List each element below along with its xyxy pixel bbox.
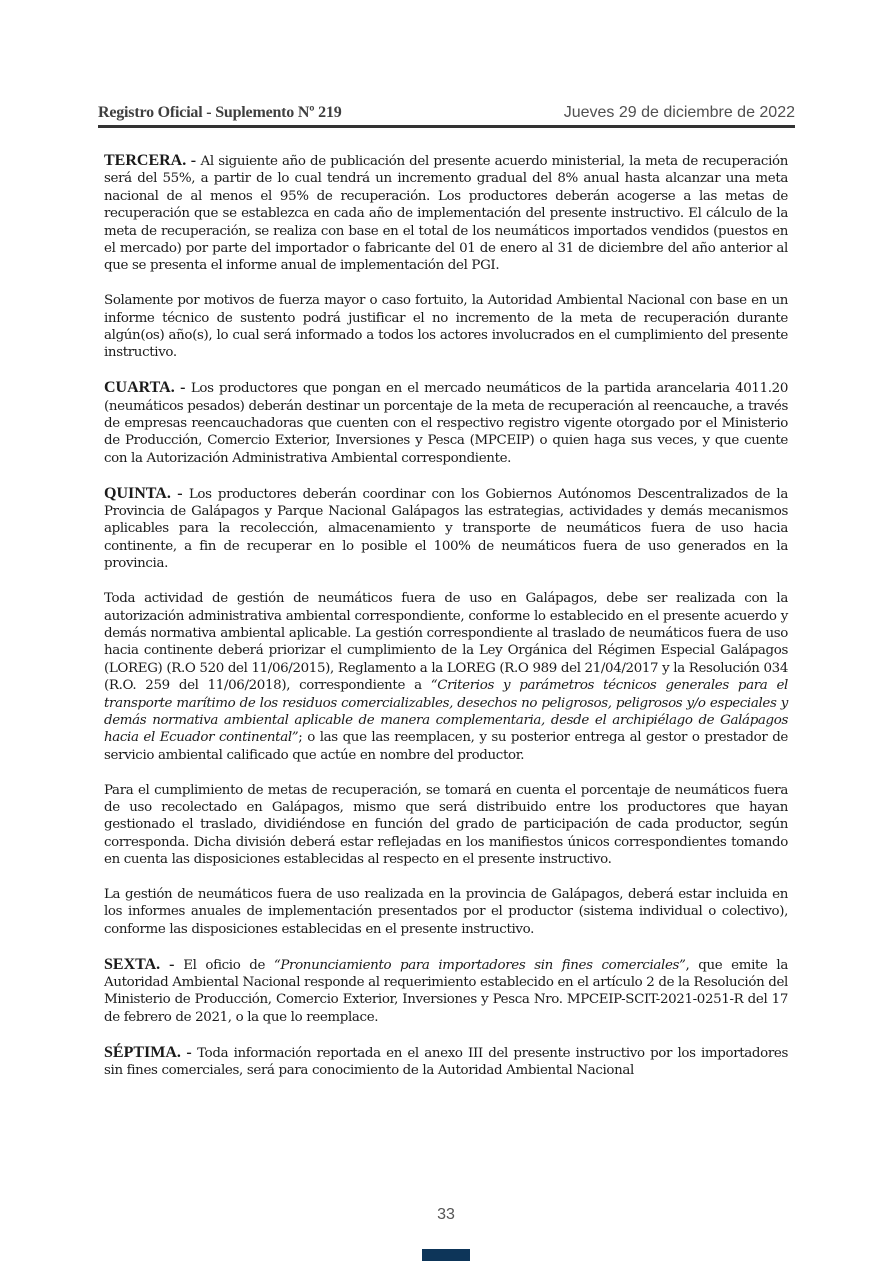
paragraph-text: Toda actividad de gestión de neumáticos fuera de uso en Galápagos, debe ser realizada con la autorización administrativa ambiental correspondiente, conforme lo establecido en el presente acuerdo y demás normativa ambiental aplicable. La gestión correspondiente al traslado de neumáticos fuera de uso hacia continente deberá priorizar el cumplimiento de la Ley Orgánica del Régimen Especial Galápagos (LOREG) (R.O 520 del 11/06/2015), Reglamento a la LOREG (R.O 989 del 21/04/2017 y la Resolución 034 (R.O. 259 del 11/06/2018), correspondiente a	[104, 591, 788, 694]
paragraph-cuarta	[104, 379, 788, 467]
document-body	[104, 152, 788, 1097]
paragraph-text: Al siguiente año de publicación del presente acuerdo ministerial, la meta de recuperación será del 55%, a partir de lo cual tendrá un incremento gradual del 8% anual hasta alcanzar una meta nacional de al menos el 95% de recuperación. Los productores deberán acogerse a las metas de recuperación que se establezca en cada año de implementación del presente instructivo. El cálculo de la meta de recuperación, se realiza con base en el total de los neumáticos importados vendidos (puestos en el mercado) por parte del importador o fabricante del 01 de enero al 31 de diciembre del año anterior al que se presenta el informe anual de implementación del PGI.	[104, 154, 788, 274]
paragraph-sexta	[104, 956, 788, 1027]
paragraph-text: Los productores deberán coordinar con los Gobiernos Autónomos Descentralizados de la Provincia de Galápagos y Parque Nacional Galápagos las estrategias, actividades y demás mecanismos aplicables para la recolección, almacenamiento y transporte de neumáticos fuera de uso hacia continente, a fin de recuperar en lo posible el 100% de neumáticos fuera de uso generados en la provincia.	[104, 486, 788, 572]
paragraph-la-gestion: La gestión de neumáticos fuera de uso realizada en la provincia de Galápagos, deberá estar incluida en los informes anuales de implementación presentados por el productor (sistema individual o colectivo), conforme las disposiciones establecidas en el presente instructivo.	[104, 886, 788, 937]
footer-bar	[422, 1249, 470, 1261]
paragraph-tercera	[104, 152, 788, 275]
paragraph-text: , que emite la Autoridad Ambiental Nacional responde al requerimiento establecido en el artículo 2 de la Resolución del Ministerio de Producción, Comercio Exterior, Inversiones y Pesca Nro. MPCEIP-SCIT-2021-0251-R del 17 de febrero de 2021, o la que lo reemplace.	[104, 957, 788, 1025]
header-rule	[98, 125, 795, 128]
quoted-title: “Pronunciamiento para importadores sin fines comerciales”	[273, 957, 686, 973]
paragraph-text: Toda información reportada en el anexo III del presente instructivo por los importadores sin fines comerciales, será para conocimiento de la Autoridad Ambiental Nacional	[104, 1045, 789, 1078]
paragraph-quinta	[104, 485, 788, 573]
article-label: CUARTA. -	[104, 379, 186, 397]
paragraph-text: ; o las que las reemplacen, y su posterior entrega al gestor o prestador de servicio ambiental calificado que actúe en nombre del productor.	[104, 730, 788, 763]
article-label: SEXTA. -	[104, 955, 175, 973]
paragraph-text: Los productores que pongan en el mercado neumáticos de la partida arancelaria 4011.20 (neumáticos pesados) deberán destinar un porcentaje de la meta de recuperación al reencauche, a través de empresas reencauchadoras que cuenten con el respectivo registro vigente otorgado por el Ministerio de Producción, Comercio Exterior, Inversiones y Pesca (MPCEIP) o quien haga sus veces, y que cuente con la Autorización Administrativa Ambiental correspondiente.	[104, 381, 789, 466]
publication-date: Jueves 29 de diciembre de 2022	[563, 104, 795, 121]
paragraph-septima	[104, 1044, 788, 1080]
article-label: TERCERA. -	[104, 152, 197, 169]
article-label: SÉPTIMA. -	[104, 1043, 192, 1061]
paragraph-text: El oficio de	[174, 957, 274, 973]
article-label: QUINTA. -	[104, 484, 183, 502]
page-number: 33	[437, 1206, 455, 1223]
quoted-title: “Criterios y parámetros técnicos generales para el transporte marítimo de los residuos comercializables, desechos no peligrosos, peligrosos y/o especiales y demás normativa ambiental aplicable de manera complementaria, desde el archipiélago de Galápagos hacia el Ecuador continental”	[104, 678, 788, 746]
publication-title: Registro Oficial - Suplemento Nº 219	[98, 104, 342, 121]
paragraph-para-el-cumplimiento: Para el cumplimiento de metas de recuperación, se tomará en cuenta el porcentaje de neumáticos fuera de uso recolectado en Galápagos, mismo que será distribuido entre los productores que hayan gestionado el traslado, dividiéndose en función del grado de participación de cada productor, según corresponda. Dicha división deberá estar reflejadas en los manifiestos únicos correspondientes tomando en cuenta las disposiciones establecidas al respecto en el presente instructivo.	[104, 782, 788, 868]
paragraph-toda-actividad	[104, 590, 788, 764]
paragraph-solamente: Solamente por motivos de fuerza mayor o caso fortuito, la Autoridad Ambiental Nacional con base en un informe técnico de sustento podrá justificar el no incremento de la meta de recuperación durante algún(os) año(s), lo cual será informado a todos los actores involucrados en el cumplimiento del presente instructivo.	[104, 293, 788, 361]
